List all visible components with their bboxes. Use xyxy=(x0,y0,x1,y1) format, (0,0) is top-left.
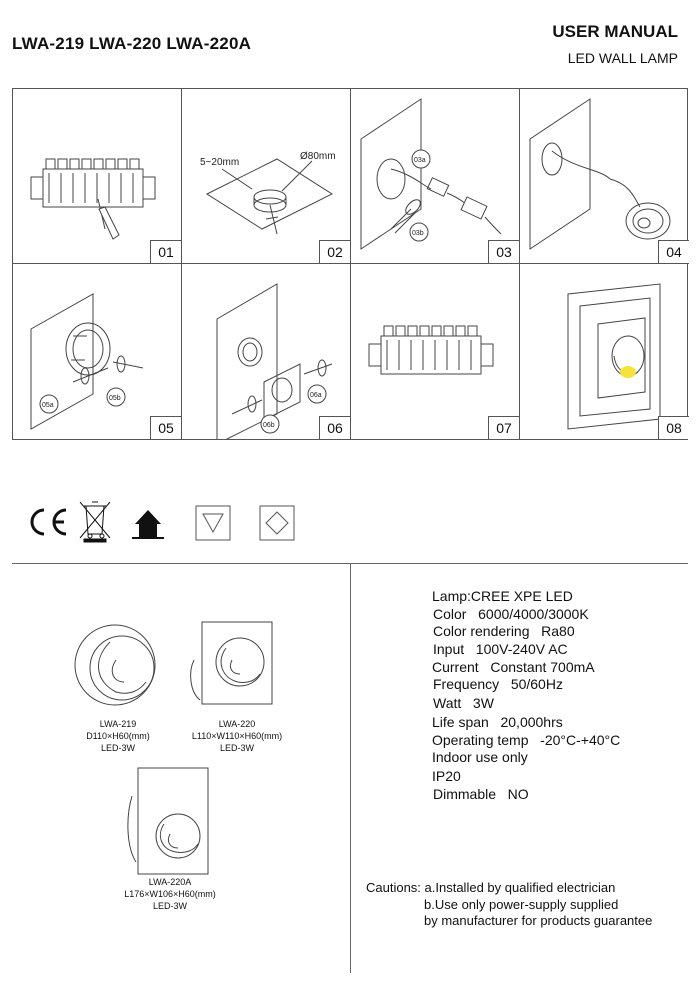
step-01-panel xyxy=(13,89,182,264)
lwa-219-name: LWA-219 xyxy=(99,719,137,729)
column-divider xyxy=(350,563,351,973)
triangle-down-icon xyxy=(196,506,230,540)
spec-indoor: Indoor use only xyxy=(432,749,528,765)
spec-input: Input 100V-240V AC xyxy=(433,641,568,657)
weee-bin-icon xyxy=(80,502,110,542)
manual-title: USER MANUAL xyxy=(552,22,678,41)
lwa-219-illustration xyxy=(60,620,180,710)
step-03-panel xyxy=(351,89,520,264)
terminal-block-wiring-illustration xyxy=(13,89,182,264)
step-number-08: 08 xyxy=(658,416,689,439)
lwa-220-illustration xyxy=(180,612,290,712)
step-06-panel xyxy=(182,264,351,439)
screw-mount-illustration xyxy=(13,264,182,439)
diameter-label: Ø80mm xyxy=(300,151,336,162)
spec-dimmable: Dimmable NO xyxy=(433,786,529,802)
step-number-03: 03 xyxy=(488,240,519,263)
step-05-panel xyxy=(13,264,182,439)
led-light-icon xyxy=(620,366,636,378)
lwa-219-label xyxy=(63,718,173,754)
label-06a: 06a xyxy=(310,392,322,399)
spec-color: Color 6000/4000/3000K xyxy=(433,606,589,622)
manual-subtitle: LED WALL LAMP xyxy=(567,50,678,66)
spec-lamp: Lamp:CREE XPE LED xyxy=(432,588,573,604)
lwa-220a-power: LED-3W xyxy=(152,901,187,911)
label-06b: 06b xyxy=(263,422,275,429)
lwa-220-name: LWA-220 xyxy=(218,719,256,729)
step-number-01: 01 xyxy=(150,240,181,263)
ceiling-hole-illustration xyxy=(182,89,351,264)
depth-label: 5~20mm xyxy=(200,157,240,168)
spec-operating-temp: Operating temp -20°C-+40°C xyxy=(432,732,621,748)
step-number-06: 06 xyxy=(319,416,350,439)
spec-frequency: Frequency 50/60Hz xyxy=(433,676,563,692)
compliance-symbols xyxy=(20,498,320,546)
model-numbers: LWA-219 LWA-220 LWA-220A xyxy=(12,34,252,53)
lwa-219-dims: D110×H60(mm) xyxy=(86,731,150,741)
lwa-220-power: LED-3W xyxy=(219,743,254,753)
label-05b: 05b xyxy=(109,395,121,402)
spec-color-rendering: Color rendering Ra80 xyxy=(433,623,575,639)
lwa-220-dims: L110×W110×H60(mm) xyxy=(191,731,283,741)
terminal-block-illustration xyxy=(351,264,520,439)
diamond-icon xyxy=(260,506,294,540)
spec-watt: Watt 3W xyxy=(433,695,494,711)
wiring-connection-illustration xyxy=(351,89,520,264)
cover-plate-illustration xyxy=(182,264,351,439)
lamp-connect-illustration xyxy=(520,89,689,264)
lwa-219-power: LED-3W xyxy=(100,743,135,753)
lwa-220-label xyxy=(172,718,302,754)
label-03b: 03b xyxy=(412,230,424,237)
caution-c: by manufacturer for products guarantee xyxy=(424,913,653,928)
lwa-220a-name: LWA-220A xyxy=(148,877,192,887)
indoor-house-icon xyxy=(132,510,164,538)
step-number-02: 02 xyxy=(319,240,350,263)
installation-steps-grid xyxy=(12,88,688,440)
step-number-04: 04 xyxy=(658,240,689,263)
spec-life-span: Life span 20,000hrs xyxy=(432,714,563,730)
step-07-panel xyxy=(351,264,520,439)
step-number-07: 07 xyxy=(488,416,519,439)
step-02-panel xyxy=(182,89,351,264)
label-05a: 05a xyxy=(42,402,54,409)
step-04-panel xyxy=(520,89,689,264)
lwa-220a-illustration xyxy=(120,766,220,876)
spec-ip: IP20 xyxy=(432,768,461,784)
finished-lamp-illustration xyxy=(520,264,689,439)
lwa-220a-dims: L176×W106×H60(mm) xyxy=(124,889,216,899)
spec-current: Current Constant 700mA xyxy=(432,659,595,675)
lwa-220a-label xyxy=(105,876,235,912)
step-number-05: 05 xyxy=(150,416,181,439)
step-08-panel xyxy=(520,264,689,439)
label-03a: 03a xyxy=(414,157,426,164)
ce-mark-icon xyxy=(32,510,66,534)
caution-a: Cautions: a.Installed by qualified electrician xyxy=(366,880,616,895)
caution-b: b.Use only power-supply supplied xyxy=(424,897,619,912)
